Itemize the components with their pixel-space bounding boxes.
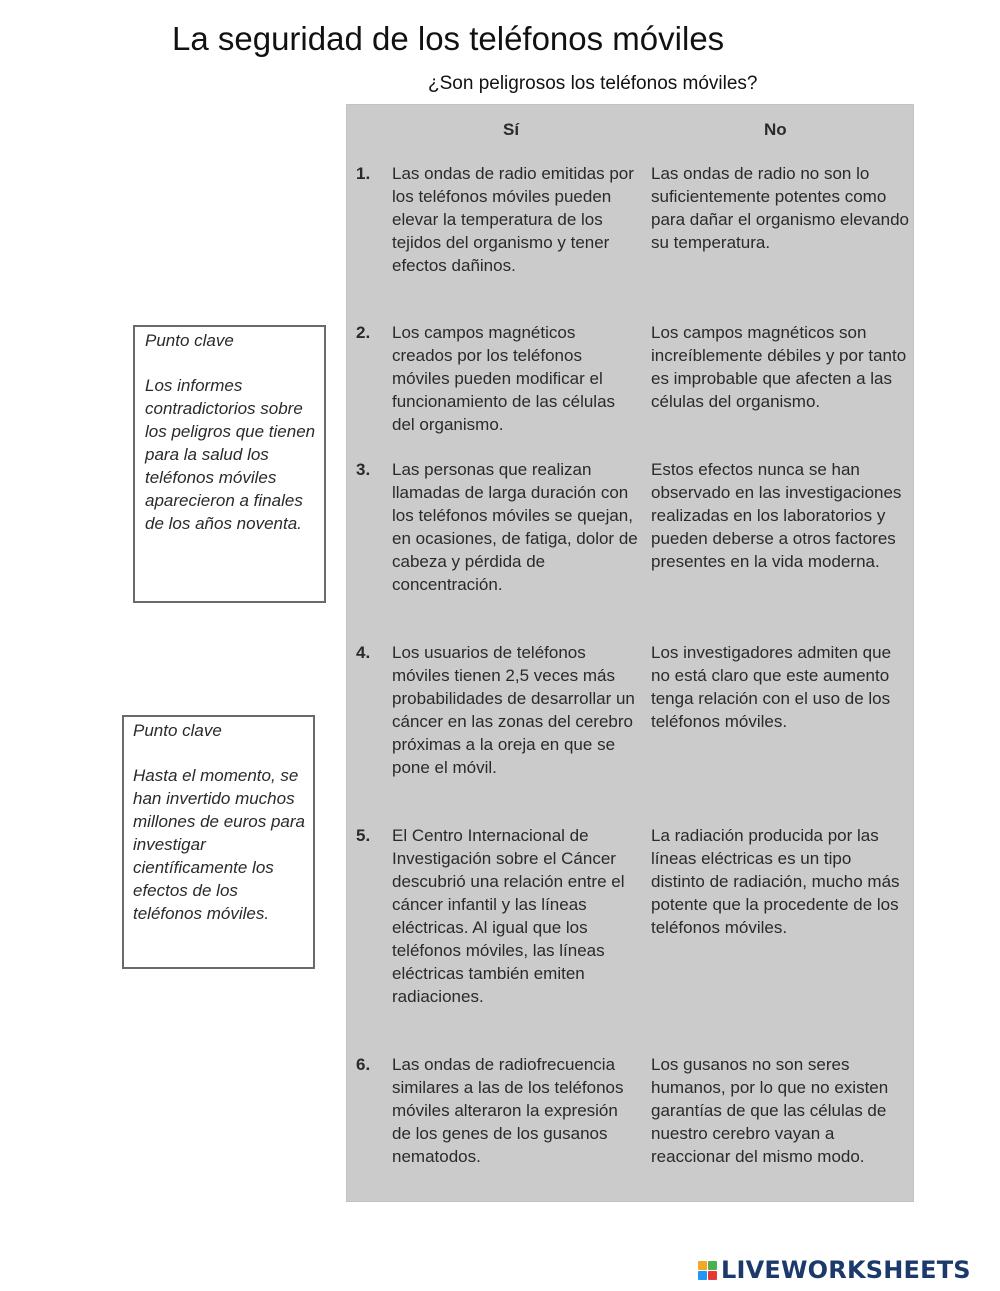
key-point-heading: Punto clave — [145, 331, 234, 350]
argument-no: Los campos magnéticos son increíblemente débiles y por tanto es improbable que afecten a las células del organismo. — [651, 323, 907, 411]
key-point-heading: Punto clave — [133, 721, 222, 740]
liveworksheets-logo — [698, 1255, 971, 1285]
brand-name: LIVEWORKSHEETS — [721, 1256, 971, 1284]
row-number: 1. — [356, 164, 371, 183]
page-title: La seguridad de los teléfonos móviles — [172, 20, 725, 57]
argument-no: Los gusanos no son seres humanos, por lo que no existen garantías de que las células de nuestro cerebro vayan a reaccionar del mismo modo. — [651, 1055, 889, 1166]
row-number: 5. — [356, 826, 371, 845]
row-number: 2. — [356, 323, 371, 342]
key-point-text: Los informes contradictorios sobre los peligros que tienen para la salud los teléfonos móviles aparecieron a finales de los años noventa. — [145, 376, 316, 533]
argument-no: La radiación producida por las líneas eléctricas es un tipo distinto de radiación, mucho más potente que la procedente de los teléfonos móviles. — [651, 826, 900, 937]
arguments-table — [346, 104, 914, 1202]
argument-si: Las personas que realizan llamadas de larga duración con los teléfonos móviles se quejan, en ocasiones, de fatiga, dolor de cabeza y pérdida de concentración. — [392, 460, 638, 594]
argument-si: Las ondas de radio emitidas por los teléfonos móviles pueden elevar la temperatura de los tejidos del organismo y tener efectos dañinos. — [392, 164, 634, 275]
argument-no: Las ondas de radio no son lo suficientemente potentes como para dañar el organismo elevando su temperatura. — [651, 164, 910, 252]
column-header-si: Sí — [503, 120, 520, 139]
key-point-box — [133, 325, 326, 603]
row-number: 6. — [356, 1055, 371, 1074]
table-caption: ¿Son peligrosos los teléfonos móviles? — [428, 73, 758, 94]
argument-si: El Centro Internacional de Investigación sobre el Cáncer descubrió una relación entre el cáncer infantil y las líneas eléctricas. Al igual que los teléfonos móviles, las líneas eléctricas también emiten radiaciones. — [392, 826, 625, 1006]
row-number: 3. — [356, 460, 371, 479]
argument-si: Los usuarios de teléfonos móviles tienen 2,5 veces más probabilidades de desarrollar un cáncer en las zonas del cerebro próximas a la oreja en que se pone el móvil. — [392, 643, 635, 777]
row-number: 4. — [356, 643, 371, 662]
column-header-no: No — [764, 120, 787, 139]
key-point-box — [122, 715, 315, 969]
key-point-text: Hasta el momento, se han invertido muchos millones de euros para investigar científicamente los efectos de los teléfonos móviles. — [133, 766, 305, 923]
argument-no: Los investigadores admiten que no está claro que este aumento tenga relación con el uso de los teléfonos móviles. — [651, 643, 892, 731]
argument-no: Estos efectos nunca se han observado en las investigaciones realizadas en los laboratorios y pueden deberse a otros factores presentes en la vida moderna. — [651, 460, 902, 571]
argument-si: Las ondas de radiofrecuencia similares a las de los teléfonos móviles alteraron la expresión de los genes de los gusanos nematodos. — [392, 1055, 624, 1166]
logo-icon — [698, 1261, 717, 1280]
argument-si: Los campos magnéticos creados por los teléfonos móviles pueden modificar el funcionamiento de las células del organismo. — [392, 323, 616, 434]
